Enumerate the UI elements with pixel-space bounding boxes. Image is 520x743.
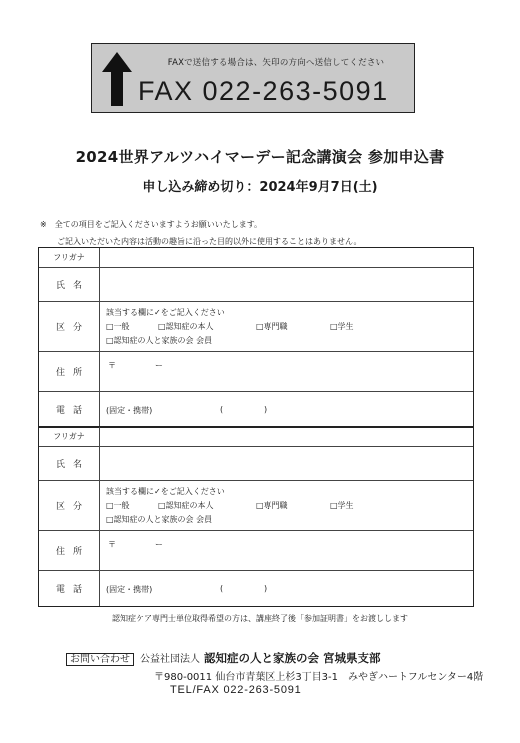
application-form-2 <box>38 426 474 607</box>
name-field[interactable] <box>100 268 473 301</box>
contact-line <box>66 650 381 666</box>
furigana-field[interactable] <box>100 427 473 446</box>
checkbox-student[interactable]: □学生 <box>330 322 354 331</box>
address-row <box>39 530 473 570</box>
phone-label: 電話 <box>39 392 100 427</box>
application-form-1 <box>38 247 474 428</box>
postal-dash: ー <box>155 540 163 549</box>
category-row <box>39 480 473 530</box>
category-field <box>100 481 473 530</box>
furigana-label: フリガナ <box>39 248 100 267</box>
certificate-note: 認知症ケア専門士単位取得希望の方は、講座終了後「参加証明書」をお渡しします <box>112 614 408 623</box>
furigana-label: フリガナ <box>39 427 100 446</box>
phone-paren-open: ( <box>220 584 224 593</box>
contact-badge: お問い合わせ <box>66 653 134 666</box>
phone-row <box>39 391 473 427</box>
checkbox-person-with-dementia[interactable]: □認知症の本人 <box>158 322 214 331</box>
page-title: 2024世界アルツハイマーデー記念講演会 参加申込書 <box>75 148 445 166</box>
name-row <box>39 267 473 301</box>
name-row <box>39 446 473 480</box>
name-field[interactable] <box>100 447 473 480</box>
checkbox-association-member[interactable]: □認知症の人と家族の会 会員 <box>106 515 213 524</box>
phone-paren-close: ) <box>264 405 268 414</box>
phone-hint: (固定・携帯) <box>106 585 153 594</box>
phone-hint: (固定・携帯) <box>106 406 153 415</box>
org-type: 公益社団法人 <box>140 654 200 665</box>
category-instruction: 該当する欄に✓をご記入ください <box>106 487 225 496</box>
note-text-1: 全ての項目をご記入くださいますようお願いいたします。 <box>54 220 263 229</box>
note-line-1 <box>40 219 262 230</box>
furigana-field[interactable] <box>100 248 473 267</box>
category-label: 区分 <box>39 481 100 530</box>
postal-dash: ー <box>155 361 163 370</box>
contact-address: 〒980-0011 仙台市青葉区上杉3丁目3-1 みやぎハートフルセンター4階 <box>154 672 484 683</box>
furigana-row <box>39 248 473 267</box>
address-label: 住所 <box>39 531 100 570</box>
checkbox-general[interactable]: □一般 <box>106 322 130 331</box>
phone-paren-open: ( <box>220 405 224 414</box>
checkbox-person-with-dementia[interactable]: □認知症の本人 <box>158 501 214 510</box>
name-label: 氏名 <box>39 268 100 301</box>
address-field[interactable] <box>100 352 473 391</box>
note-line-2: ご記入いただいた内容は活動の趣旨に沿った目的以外に使用することはありません。 <box>57 237 362 246</box>
contact-tel-fax: TEL/FAX 022-263-5091 <box>170 684 302 696</box>
fax-instruction: FAXで送信する場合は、矢印の方向へ送信してください <box>167 58 385 68</box>
address-label: 住所 <box>39 352 100 391</box>
fax-number: FAX 022-263-5091 <box>138 76 389 106</box>
postal-mark: 〒 <box>108 361 116 370</box>
phone-field[interactable] <box>100 571 473 606</box>
phone-row <box>39 570 473 606</box>
checkbox-professional[interactable]: □専門職 <box>256 501 288 510</box>
deadline: 申し込み締め切り：2024年9月7日(土) <box>142 180 378 195</box>
checkbox-professional[interactable]: □専門職 <box>256 322 288 331</box>
furigana-row <box>39 427 473 446</box>
phone-paren-close: ) <box>264 584 268 593</box>
checkbox-general[interactable]: □一般 <box>106 501 130 510</box>
note-mark: ※ <box>40 220 47 229</box>
address-row <box>39 351 473 391</box>
category-instruction: 該当する欄に✓をご記入ください <box>106 308 225 317</box>
checkbox-student[interactable]: □学生 <box>330 501 354 510</box>
phone-field[interactable] <box>100 392 473 427</box>
name-label: 氏名 <box>39 447 100 480</box>
up-arrow-icon <box>100 50 134 108</box>
fax-banner <box>91 43 415 113</box>
category-row <box>39 301 473 351</box>
phone-label: 電話 <box>39 571 100 606</box>
category-field <box>100 302 473 351</box>
checkbox-association-member[interactable]: □認知症の人と家族の会 会員 <box>106 336 213 345</box>
address-field[interactable] <box>100 531 473 570</box>
org-name: 認知症の人と家族の会 宮城県支部 <box>204 651 381 665</box>
category-label: 区分 <box>39 302 100 351</box>
postal-mark: 〒 <box>108 540 116 549</box>
